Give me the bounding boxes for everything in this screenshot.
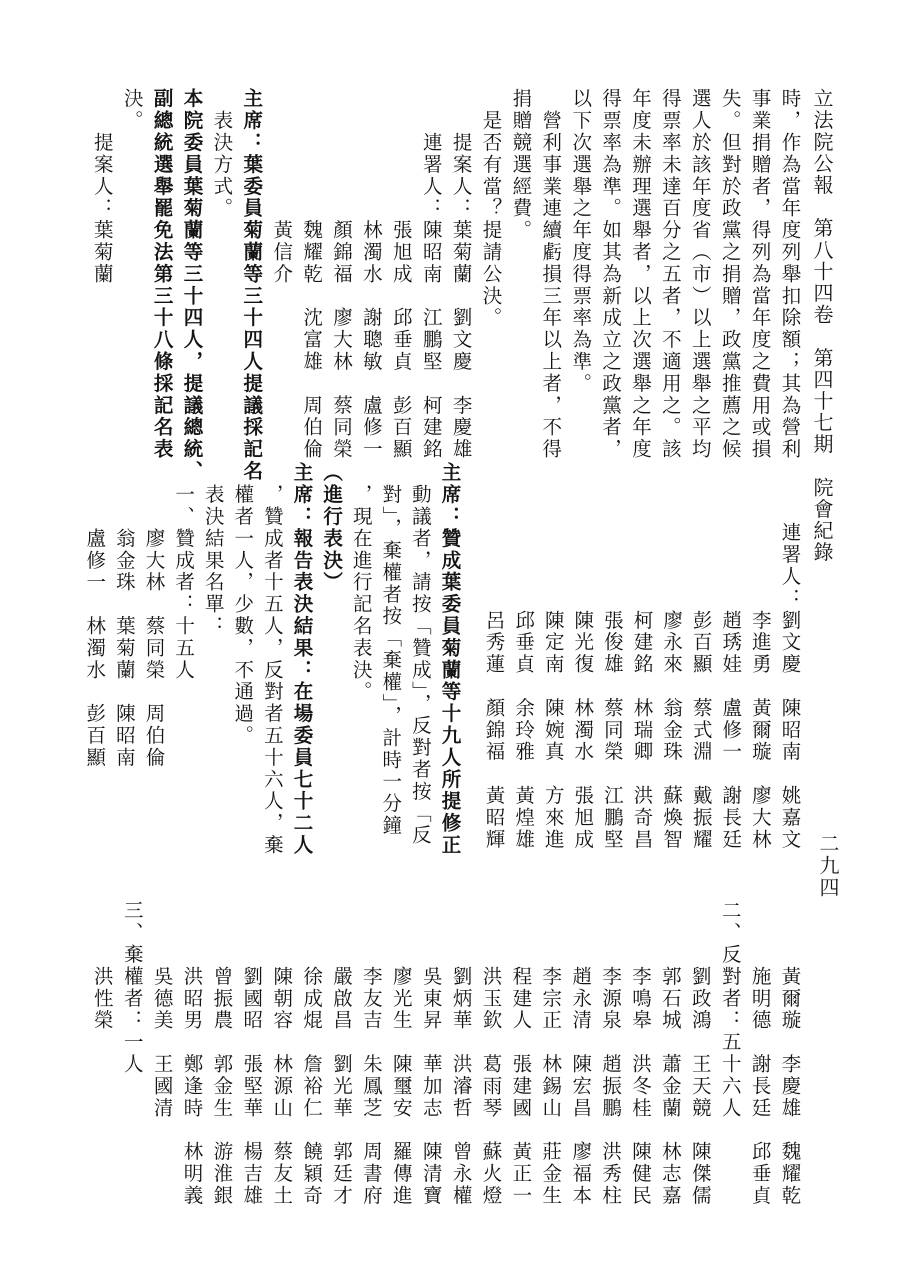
text-column: 以下次選舉之年度得票率為準。	[569, 88, 593, 395]
text-column: 失。但對於政黨之捐贈，政黨推薦之候	[718, 88, 742, 461]
vote-column: 盧修一 林濁水 彭百顯	[83, 462, 107, 769]
text-column: 時，作為當年度列舉扣除額；其為營利	[778, 88, 802, 461]
vote-list-column: 李鳴皋 洪冬桂 陳健民	[629, 900, 652, 1207]
vote-list-column: 三、棄權者：一人	[120, 900, 144, 1076]
text-column: 顏錦福 廖大林 蔡同榮	[330, 88, 353, 461]
vote-column: 主席：贊成葉委員菊蘭等十九人所提修正	[438, 462, 462, 857]
vote-list-column: 二、反對者：五十六人	[718, 900, 742, 1119]
text-column: 提案人：葉菊蘭	[90, 88, 114, 286]
vote-list-column: 廖光生 陳璽安 羅傳進	[389, 900, 413, 1207]
vote-list-column: 施明德 謝長廷 邱垂貞	[748, 900, 772, 1207]
vote-list-column: 曾振農 郭金生 游淮銀	[210, 900, 234, 1207]
text-column: 營利事業連續虧損三年以上者，不得	[539, 88, 563, 461]
vote-list-column: 吳東昇 華加志 陳清寶	[419, 900, 443, 1207]
vote-list-column: 郭石城 蕭金蘭 林志嘉	[658, 900, 682, 1207]
vote-column: ，贊成者十五人，反對者五十六人，棄	[260, 462, 284, 857]
vote-list-column: 洪昭男 鄭逢時 林明義	[180, 900, 204, 1207]
vote-column: 動議者，請按「贊成」，反對者按「反	[408, 462, 432, 847]
vote-column: ，現在進行記名表決。	[349, 462, 373, 703]
text-column: 魏耀乾 沈富雄 周伯倫	[300, 88, 324, 461]
vote-list-column: 陳朝容 林源山 蔡友土	[270, 900, 294, 1207]
cosigner-column: 趙琇娃 盧修一 謝長廷	[719, 522, 743, 851]
cosigner-column: 邱垂貞 余玲雅 黃煌雄	[512, 522, 536, 851]
cosigner-column: 陳光復 林濁水 張旭成	[571, 522, 595, 851]
cosigner-column: 呂秀蓮 顏錦福 黃昭輝	[482, 522, 506, 851]
vote-list-column: 吳德美 王國清	[150, 900, 174, 1119]
vote-list-column: 劉炳華 洪濬哲 曾永權	[449, 900, 473, 1207]
vote-list-column: 劉國昭 張堅華 楊吉雄	[240, 900, 264, 1207]
vote-column: 權者一人，少數，不通過。	[231, 462, 255, 747]
vote-list-column: 李友吉 朱鳳芝 周書府	[359, 900, 383, 1207]
vote-column: 主席：報告表決結果：在場委員七十二人	[290, 462, 314, 857]
vote-column: 廖大林 蔡同榮 周伯倫	[142, 462, 166, 769]
text-column: 年度未辦理選舉者，以上次選舉之年度	[629, 88, 652, 461]
cosigner-column: 陳定南 陳婉真 方來進	[541, 522, 565, 851]
vote-list-column: 李源泉 趙振鵬 洪秀柱	[599, 900, 623, 1207]
vote-list-column: 洪性榮	[90, 900, 114, 1032]
vote-list-column: 程建人 張建國 黃正一	[509, 900, 533, 1207]
text-column: 是否有當？提請公決。	[479, 88, 503, 329]
vote-list-column: 嚴啟昌 劉光華 郭廷才	[330, 900, 353, 1207]
vote-list-column: 洪玉欽 葛雨琴 蘇火燈	[479, 900, 503, 1207]
cosigner-column: 連署人：劉文慶 陳昭南 姚嘉文	[778, 522, 802, 851]
vote-column: 對」，棄權者按「棄權」，計時一分鐘	[379, 462, 403, 837]
text-column: 得票率為準。如其為新成立之政黨者，	[599, 88, 623, 461]
text-column: 本院委員葉菊蘭等三十四人，提議總統、	[180, 88, 204, 483]
cosigner-column: 李進勇 黃爾璇 廖大林	[748, 522, 772, 851]
text-column: 黃信介	[270, 88, 294, 286]
text-column: 副總統選舉罷免法第三十八條採記名表	[150, 88, 174, 461]
page-number: 二九四	[816, 833, 840, 899]
vote-list-column: 黃爾璇 李慶雄 魏耀乾	[778, 900, 802, 1207]
vote-column: 翁金珠 葉菊蘭 陳昭南	[112, 462, 136, 769]
text-column: 連署人：陳昭南 江鵬堅 柯建銘	[419, 88, 443, 461]
text-column: 選人於該年度省（市）以上選舉之平均	[688, 88, 712, 461]
text-column: 林濁水 謝聰敏 盧修一	[359, 88, 383, 461]
text-column: 提案人：葉菊蘭 劉文慶 李慶雄	[449, 88, 473, 461]
text-column: 決。	[120, 88, 144, 132]
text-column: 捐贈競選經費。	[509, 88, 533, 242]
page-header: 立法院公報 第八十四卷 第四十七期 院會紀錄	[810, 88, 834, 564]
vote-list-column: 劉政鴻 王天競 陳傑儒	[688, 900, 712, 1207]
vote-column: （進行表決）	[320, 462, 344, 594]
cosigner-column: 柯建銘 林瑞卿 洪奇昌	[630, 522, 654, 851]
text-column: 表決方式。	[210, 88, 234, 220]
cosigner-column: 廖永來 翁金珠 蘇煥智	[660, 522, 684, 851]
text-column: 得票率未達百分之五者，不適用之。該	[658, 88, 682, 461]
vote-list-column: 徐成焜 詹裕仁 饒穎奇	[300, 900, 324, 1207]
vote-column: 一、贊成者：十五人	[172, 462, 196, 681]
cosigner-column: 彭百顯 蔡式淵 戴振耀	[689, 522, 713, 851]
text-column: 張旭成 邱垂貞 彭百顯	[389, 88, 413, 461]
text-column: 事業捐贈者，得列為當年度之費用或損	[748, 88, 772, 461]
vote-list-column: 李宗正 林錫山 莊金生	[539, 900, 563, 1207]
vote-list-column: 趙永清 陳宏昌 廖福本	[569, 900, 593, 1207]
vote-column: 表決結果名單：	[201, 462, 225, 638]
text-column: 主席：葉委員菊蘭等三十四人提議採記名	[240, 88, 264, 483]
cosigner-column: 張俊雄 蔡同榮 江鵬堅	[600, 522, 624, 851]
